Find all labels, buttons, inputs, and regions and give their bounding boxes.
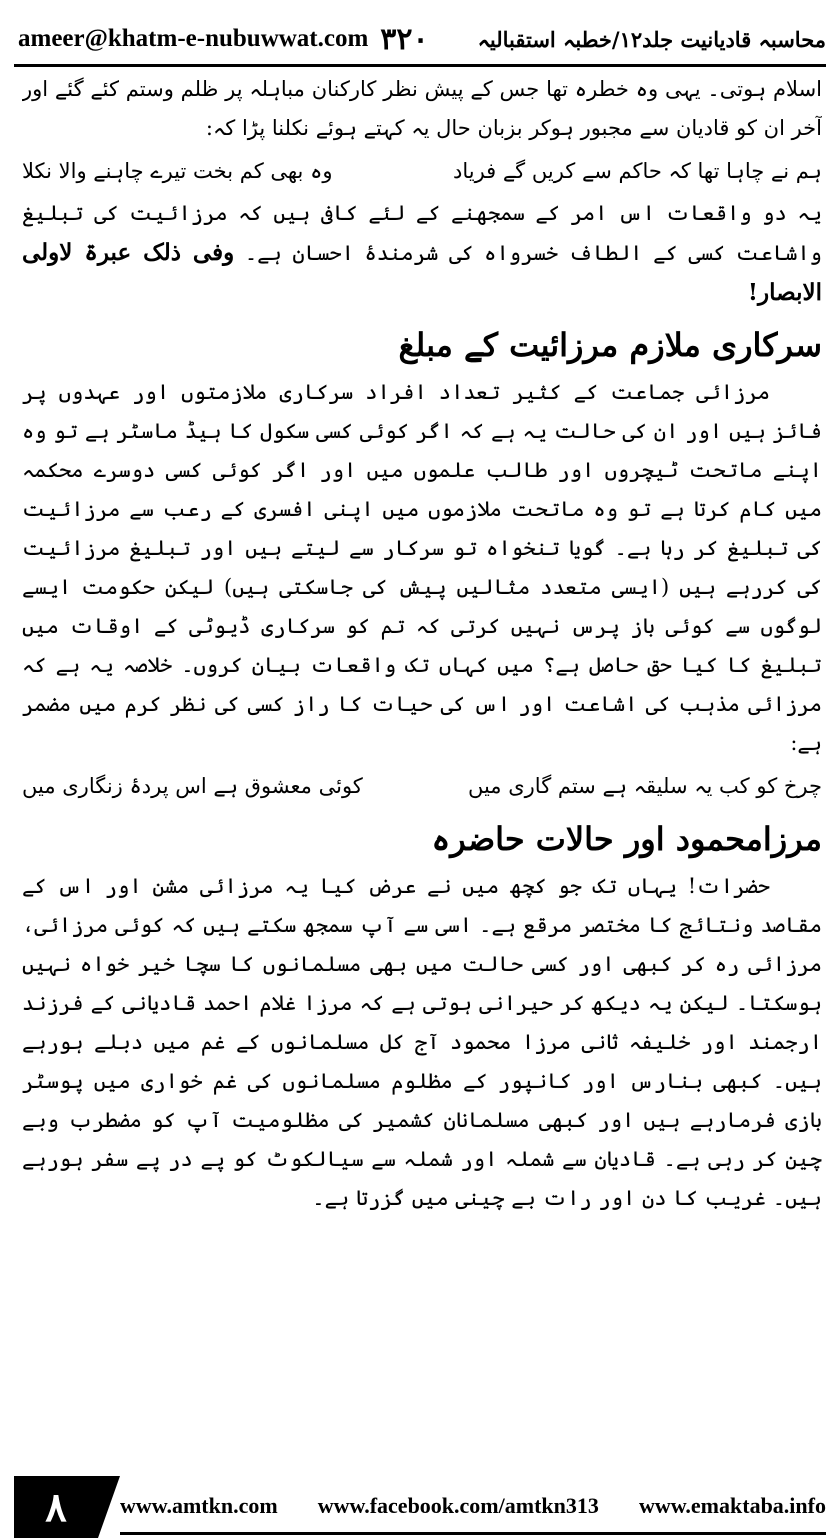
footer-divider — [120, 1532, 826, 1535]
paragraph-2 — [22, 194, 822, 313]
verse-1 — [22, 150, 822, 192]
page-content — [22, 70, 822, 1455]
header-left — [18, 22, 429, 57]
verse-1-second-line: وہ بھی کم بخت تیرے چاہنے والا نکلا — [22, 159, 333, 183]
header-book-title: محاسبہ قادیانیت جلد۱۲/خطبہ استقبالیہ — [477, 26, 826, 52]
verse-2-first-line: چرخ کو کب یہ سلیقہ ہے ستم گاری میں — [467, 774, 822, 798]
verse-2-second-line: کوئی معشوق ہے اس پردۂ زنگاری میں — [22, 774, 363, 798]
footer-link-amtkn[interactable]: www.amtkn.com — [120, 1493, 278, 1518]
header-divider — [14, 64, 826, 67]
paragraph-1: اسلام ہوتی۔ یہی وہ خطرہ تھا جس کے پیش نظر کارکنان مباہلہ پر ظلم وستم کئے گئے اور آخر ان کو قادیان سے مجبور ہوکر بزبان حال یہ کہتے ہوئے نکلنا پڑا کہ: — [22, 77, 822, 140]
paragraph-3: مرزائی جماعت کے کثیر تعداد افراد سرکاری ملازمتوں اور عہدوں پر فائز ہیں اور ان کی حالت یہ ہے کہ اگر کوئی کسی سکول کا ہیڈ ماسٹر ہے تو وہ اپنے ماتحت ٹیچروں اور طالب علموں میں اور اگر کوئی کسی دوسرے محکمہ میں کام کرتا ہے تو وہ ماتحت ملازموں میں اپنی افسری کے رعب سے مرزائیت کی تبلیغ کر رہا ہے۔ گویا تنخواہ تو سرکار سے لیتے ہیں اور تبلیغ مرزائیت کی کررہے ہیں (ایسی متعدد مثالیں پیش کی جاسکتی ہیں) لیکن حکومت ایسے لوگوں سے کوئی باز پرس نہیں کرتی کہ تم کو سرکاری ڈیوٹی کے اوقات میں تبلیغ کا کیا حق حاصل ہے؟ میں کہاں تک واقعات بیان کروں۔ خلاصہ یہ ہے کہ مرزائی مذہب کی اشاعت اور اس کی حیات کا راز کسی کی نظر کرم میں مضمر ہے: — [22, 380, 822, 755]
header-page-number: ۳۲۰ — [380, 21, 429, 57]
paragraph-4: حضرات! یہاں تک جو کچھ میں نے عرض کیا یہ مرزائی مشن اور اس کے مقاصد ونتائج کا مختصر مرقع ہے۔ اسی سے آپ سمجھ سکتے ہیں کہ کوئی مرزائی، مرزائی رہ کر کبھی اور کسی حالت میں بھی مسلمانوں کا سچا خیر خواہ نہیں ہوسکتا۔ لیکن یہ دیکھ کر حیرانی ہوتی ہے کہ مرزا غلام احمد قادیانی کے فرزند ارجمند اور خلیفہ ثانی مرزا محمود آج کل مسلمانوں کے غم میں دبلے ہورہے ہیں۔ کبھی بنارس اور کانپور کے مظلوم مسلمانوں کی غم خواری میں پوسٹر بازی فرمارہے ہیں اور کبھی مسلمانان کشمیر کی مظلومیت آپ کو مضطرب وبے چین کر رہی ہے۔ قادیان سے شملہ اور شملہ سے سیالکوٹ کو پے در پے سفر ہورہے ہیں۔ غریب کا دن اور رات بے چینی میں گزرتا ہے۔ — [22, 874, 822, 1210]
verse-2 — [22, 765, 822, 807]
footer-link-facebook[interactable]: www.facebook.com/amtkn313 — [317, 1493, 599, 1518]
footer-page-number: ۸ — [14, 1476, 98, 1538]
page-footer — [0, 1472, 840, 1540]
header-email[interactable]: ameer@khatm-e-nubuwwat.com — [18, 25, 369, 52]
section-heading-2: مرزامحمود اور حالات حاضرہ — [431, 820, 822, 858]
section-heading-1: سرکاری ملازم مرزائیت کے مبلغ — [398, 326, 822, 364]
footer-links — [120, 1486, 826, 1526]
paragraph-2-text: یہ دو واقعات اس امر کے سمجھنے کے لئے کافی ہیں کہ مرزائیت کی تبلیغ واشاعت کسی کے الطاف خسرواہ کی شرمندۂ احسان ہے۔ — [22, 201, 822, 265]
arabic-quote: وفی ذلک عبرۃ لاولی الابصار! — [22, 239, 822, 306]
verse-1-first-line: ہم نے چاہا تھا کہ حاکم سے کریں گے فریاد — [452, 159, 822, 183]
page-header — [18, 18, 826, 60]
footer-link-emaktaba[interactable]: www.emaktaba.info — [638, 1493, 826, 1518]
